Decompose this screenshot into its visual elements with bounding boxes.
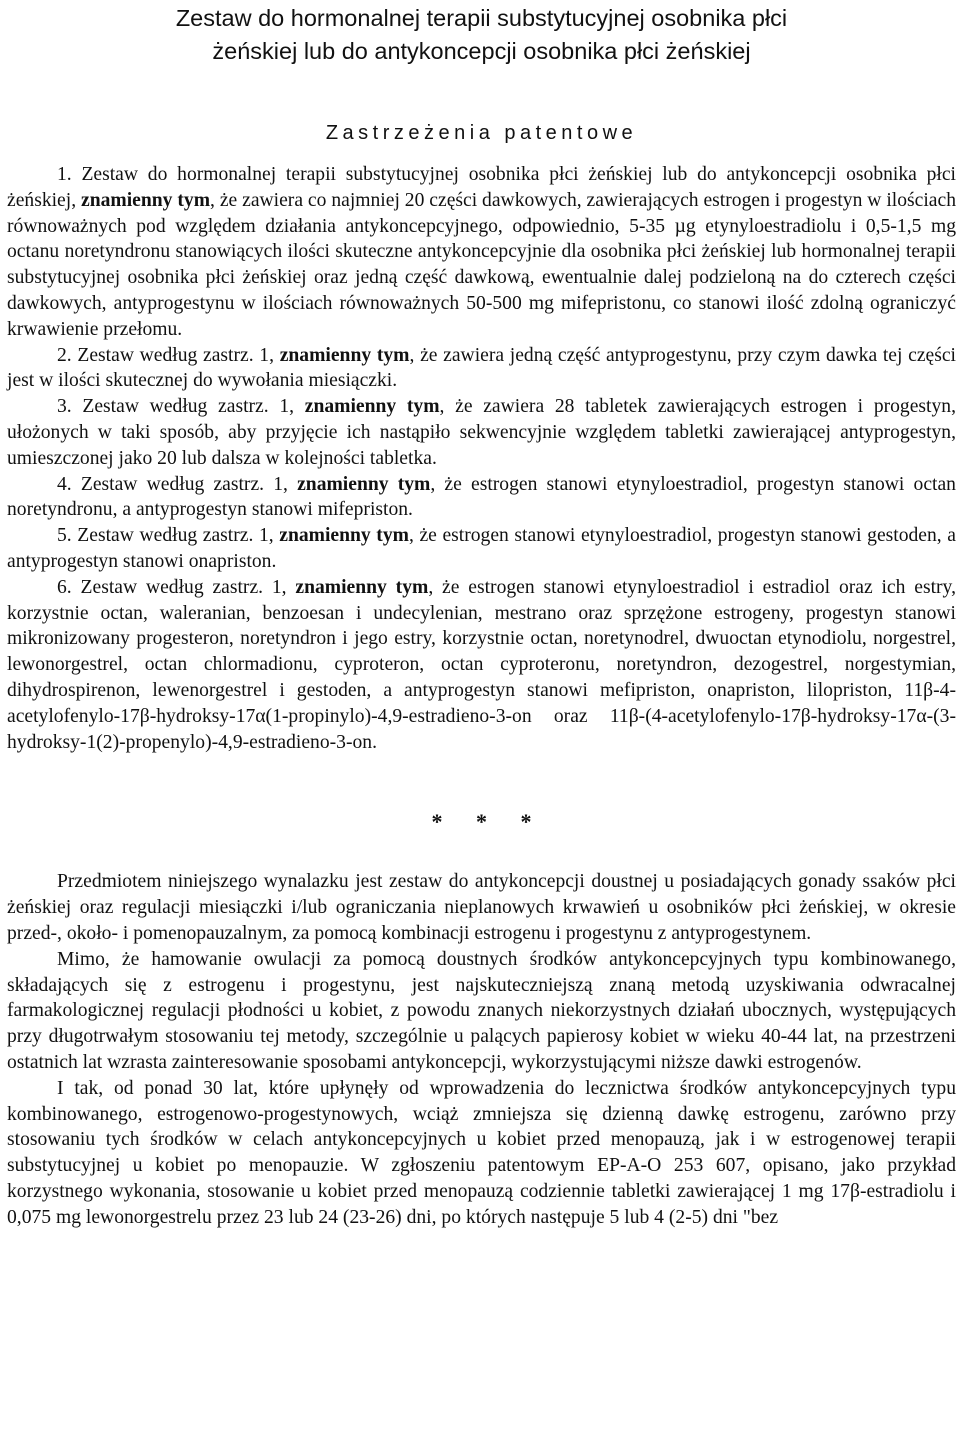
claims-heading: Zastrzeżenia patentowe (325, 122, 638, 144)
claim-6: 6. Zestaw według zastrz. 1, znamienny tym, że estrogen stanowi etynyloestradiol i estradiol oraz ich estry, korzystnie octan, waleranian, benzoesan i undecylenian, mestrano oraz sprzężone estrogeny, progestyn stanowi mikronizowany progesteron, noretyndron i jego estry, korzystnie octan, noretynodrel, dwuoctan etynodiolu, norgestrel, lewonorgestrel, octan chlormadionu, cyproteron, octan cyproteronu, noretyndron, dezogestrel, norgestymian, dihydrospirenon, lewenorgestrel i gestoden, a antyprogestyn stanowi mefipriston, onapriston, lilopriston, 11β-4-acetylofenylo-17β-hydroksy-17α(1-propinylo)-4,9-estradieno-3-on oraz 11β-(4-acetylofenylo-17β-hydroksy-17α-(3-hydroksy-1(2)-propenylo)-4,9-estradieno-3-on. (7, 576, 956, 753)
title-line-2: żeńskiej lub do antykoncepcji osobnika płci żeńskiej (212, 38, 751, 64)
claim-5: 5. Zestaw według zastrz. 1, znamienny tym, że estrogen stanowi etynyloestradiol, progestyn stanowi gestoden, a antyprogestyn stanowi onapriston. (7, 525, 956, 572)
description-paragraph: I tak, od ponad 30 lat, które upłynęły od wprowadzenia do lecznictwa środków antykoncepcyjnych typu kombinowanego, estrogenowo-progestynowych, wciąż zmniejsza się dzienną dawkę estrogenu, zarówno przy stosowaniu tych środków w celach antykoncepcyjnych u kobiet przed menopauzą, jak i w estrogenowej terapii substytucyjnej u kobiet po menopauzie. W zgłoszeniu patentowym EP-A-O 253 607, opisano, jako przykład korzystnego wykonania, stosowanie u kobiet przed menopauzą codziennie tabletki zawierającej 1 mg 17β-estradiolu i 0,075 mg lewonorgestrelu przez 23 lub 24 (23-26) dni, po których następuje 5 lub 4 (2-5) dni "bez (7, 1077, 956, 1228)
claim-1: 1. Zestaw do hormonalnej terapii substytucyjnej osobnika płci żeńskiej lub do antykoncepcji osobnika płci żeńskiej, znamienny tym, że zawiera co najmniej 20 części dawkowych, zawierających estrogen i progestyn w ilościach równoważnych pod względem działania antykoncepcyjnego, odpowiednio, 5-35 µg etynyloestradiolu i 0,5-1,5 mg octanu noretyndronu stanowiących ilości skuteczne antykoncepcyjnie dla osobnika płci żeńskiej lub hormonalnej terapii substytucyjnej osobnika płci żeńskiej oraz jedną część dawkową, ewentualnie dalej podzieloną na do czterech części dawkowych, antyprogestynu w ilościach równoważnych 50-500 mg mifepristonu, co stanowi ilość zdolną ograniczyć krwawienie przełomu. (7, 164, 956, 340)
section-separator: * * * (431, 809, 546, 835)
claim-4: 4. Zestaw według zastrz. 1, znamienny tym, że estrogen stanowi etynyloestradiol, progestyn stanowi octan noretyndronu, a antyprogestyn stanowi mifepriston. (7, 473, 956, 521)
description-paragraph: Mimo, że hamowanie owulacji za pomocą doustnych środków antykoncepcyjnych typu kombinowanego, składających się z estrogenu i progestynu, jest najskuteczniejszą znaną metodą uzyskiwania odwracalnej farmakologicznej regulacji płodności u kobiet, z powodu znanych niekorzystnych działań ubocznych, występujących przy długotrwałym stosowaniu tej metody, szczególnie u palących papierosy kobiet w wieku 40-44 lat, na przestrzeni ostatnich lat wzrasta zainteresowanie sposobami antykoncepcji, wykorzystującymi niższe dawki estrogenów. (7, 948, 956, 1073)
claims-list (7, 162, 956, 755)
claim-2: 2. Zestaw według zastrz. 1, znamienny tym, że zawiera jedną część antyprogestynu, przy czym dawka tej części jest w ilości skutecznej do wywołania miesiączki. (7, 344, 956, 392)
description-paragraph: Przedmiotem niniejszego wynalazku jest zestaw do antykoncepcji doustnej u posiadających gonady ssaków płci żeńskiej oraz regulacji miesiączki i/lub ograniczania nieplanowych krwawień u osobników płci żeńskiej, w okresie przed-, około- i pomenopauzalnym, za pomocą kombinacji estrogenu i progestynu z antyprogestynem. (7, 871, 956, 944)
title-line-1: Zestaw do hormonalnej terapii substytucyjnej osobnika płci (175, 5, 788, 31)
document-title (7, 0, 956, 68)
claim-3: 3. Zestaw według zastrz. 1, znamienny tym, że zawiera 28 tabletek zawierających estrogen i progestyn, ułożonych w taki sposób, aby przyjęcie ich nastąpiło sekwencyjnie względem tabletki zawierającej antyprogestyn, umieszczonej jako 20 lub dalsza w kolejności tabletka. (7, 396, 956, 469)
description-body (7, 869, 956, 1230)
